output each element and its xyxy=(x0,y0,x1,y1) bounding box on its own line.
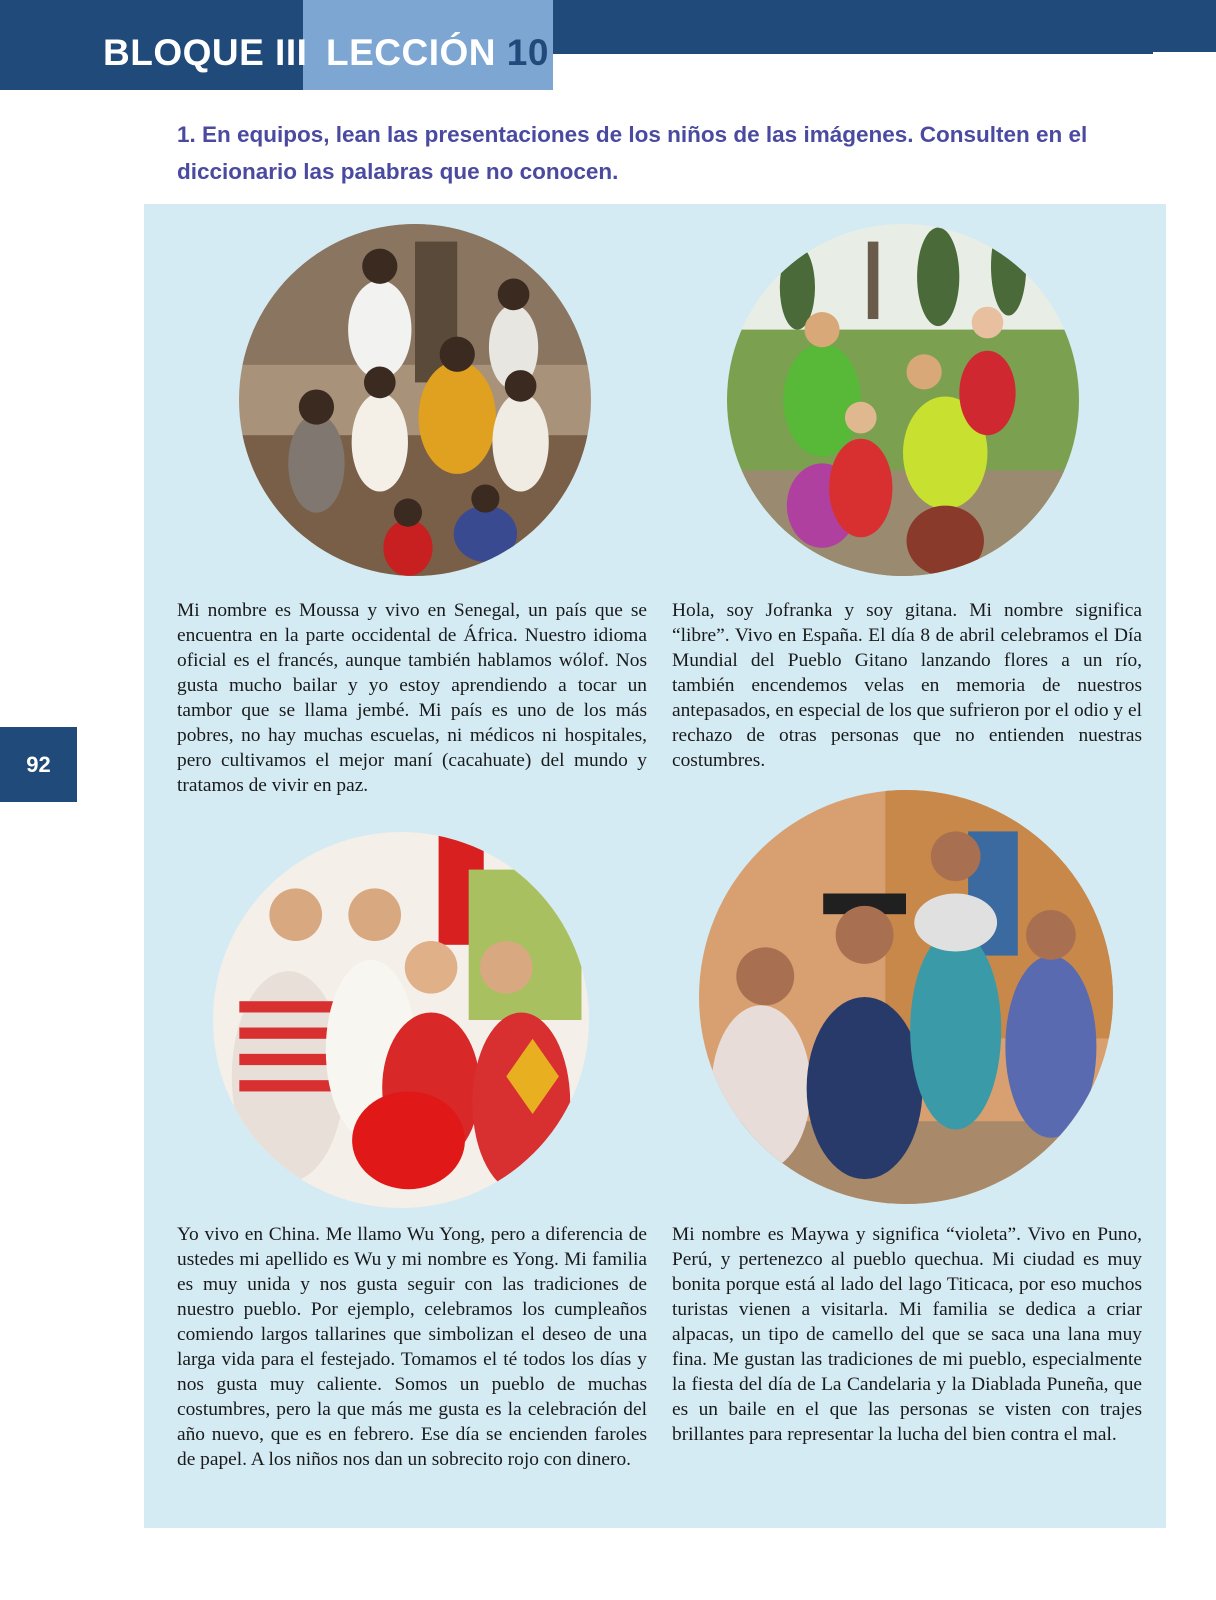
bloque-title: BLOQUE III xyxy=(103,32,308,73)
photo-peru-family xyxy=(699,790,1113,1204)
photo-senegal-family xyxy=(239,224,591,576)
content-panel xyxy=(144,204,1166,1528)
entry-moussa-text: Mi nombre es Moussa y vivo en Senegal, un país que se encuentra en la parte occidental de África. Nuestro idioma oficial es el francés, aunque también hablamos wólof. Nos gusta mucho bailar y yo estoy aprendiendo a tocar un tambor que se llama jembé. Mi país es uno de los más pobres, no hay muchas escuelas, ni médicos ni hospitales, pero cultivamos el mejor maní (cacahuate) del mundo y tratamos de vivir en paz. xyxy=(177,600,647,796)
entry-maywa-text: Mi nombre es Maywa y significa “violeta”. Vivo en Puno, Perú, y pertenezco al pueblo quechua. Mi ciudad es muy bonita porque está al lado del lago Titicaca, por eso muchos turistas vienen a visitarla. Mi familia se dedica a criar alpacas, un tipo de camello del que se saca una lana muy fina. Me gustan las tradiciones de mi pueblo, especialmente la fiesta del día de La Candelaria y la Diablada Puneña, que es un baile en el que las personas se visten con trajes brillantes para representar la lucha del bien contra el mal. xyxy=(672,1224,1142,1445)
entry-jofranka-text: Hola, soy Jofranka y soy gitana. Mi nombre significa “libre”. Vivo en España. El día 8 de abril celebramos el Día Mundial del Pueblo Gitano lanzando flores a un río, también encendemos velas en memoria de nuestros antepasados, en especial de los que sufrieron por el odio y el rechazo de otras personas que no entienden nuestras costumbres. xyxy=(672,600,1142,771)
leccion-label: LECCIÓN xyxy=(326,32,496,73)
leccion-title xyxy=(326,32,549,74)
photo-spain-gitana xyxy=(727,224,1079,576)
header-rule xyxy=(553,52,1153,54)
entry-wu-yong-text: Yo vivo en China. Me llamo Wu Yong, pero a diferencia de ustedes mi apellido es Wu y mi nombre es Yong. Mi familia es muy unida y nos gusta seguir con las tradiciones de nuestro pueblo. Por ejemplo, celebramos los cumpleaños comiendo largos tallarines que simbolizan el deseo de una larga vida para el festejado. Tomamos el té todos los días y nos gusta muy caliente. Somos un pueblo de muchas costumbres, pero la que más me gusta es la celebración del año nuevo, que es en febrero. Ese día se encienden faroles de papel. A los niños nos dan un sobrecito rojo con dinero. xyxy=(177,1224,647,1470)
leccion-number: 10 xyxy=(506,32,549,73)
activity-instruction: 1. En equipos, lean las presentaciones de los niños de las imágenes. Consulten en el diccionario las palabras que no conocen. xyxy=(177,122,1088,184)
page-number: 92 xyxy=(0,727,77,802)
photo-china-family xyxy=(213,832,589,1208)
